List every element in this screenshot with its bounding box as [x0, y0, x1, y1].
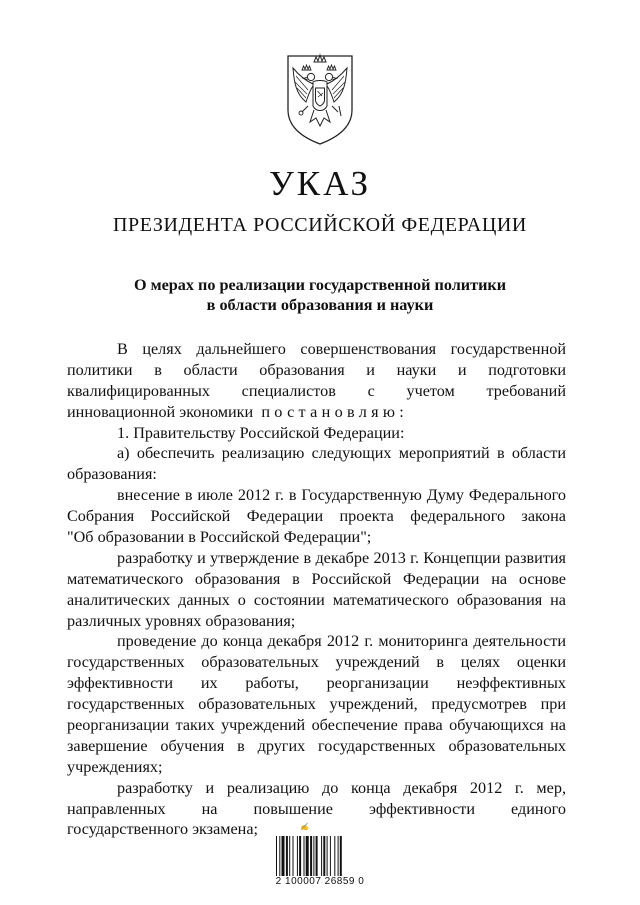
barcode-bar: [306, 836, 309, 876]
barcode-bar: [282, 836, 285, 876]
barcode-bar: [304, 836, 305, 876]
barcode-mark: ✍: [300, 824, 309, 831]
body-line: эффективности их работы, реорганизации неэффективных: [67, 674, 566, 693]
barcode-bar: [279, 836, 280, 876]
body-line: [67, 402, 566, 423]
body-line: разработку и реализацию до конца декабря 2012 г. мер,: [117, 778, 566, 797]
barcode-bar: [340, 836, 342, 876]
body-line: квалифицированных специалистов с учетом требований: [67, 381, 566, 400]
barcode-bar: [293, 836, 294, 876]
body-line: внесение в июле 2012 г. в Государственную Думу Федерального: [117, 486, 566, 505]
barcode-bar: [276, 836, 277, 876]
body-line: направленных на повышение эффективности единого: [67, 799, 566, 818]
body-line: государственных образовательных учреждений, предусмотрев при: [67, 695, 566, 714]
barcode: [276, 836, 366, 876]
heading-line: О мерах по реализации государственной политики: [133, 276, 507, 294]
barcode-bar: [313, 836, 314, 876]
postanovlyayu-word: постановляю:: [261, 402, 409, 421]
body-line: завершение обучения в других государственных образовательных: [67, 736, 566, 755]
barcode-bar: [323, 836, 325, 876]
barcode-bar: [334, 836, 335, 876]
body-line: образования:: [67, 465, 157, 484]
barcode-bar: [316, 836, 318, 876]
body-line: Собрания Российской Федерации проекта федерального закона: [67, 507, 566, 526]
body-line: реорганизации таких учреждений обеспечение права обучающихся на: [67, 716, 566, 735]
body-line: аналитических данных о состоянии математического образования на: [67, 590, 566, 609]
coat-of-arms-icon: [280, 50, 360, 146]
barcode-bar: [330, 836, 331, 876]
barcode-bar: [299, 836, 301, 876]
barcode-bar: [297, 836, 298, 876]
body-line: математического образования в Российской Федерации на основе: [67, 569, 566, 588]
body-line: государственных образовательных учреждений в целях оценки: [67, 653, 566, 672]
body-line: различных уровнях образования;: [67, 611, 296, 630]
decree-body: [67, 339, 566, 840]
body-line: В целях дальнейшего совершенствования государственной: [117, 340, 566, 358]
body-line: проведение до конца декабря 2012 г. мониторинга деятельности: [117, 632, 566, 651]
body-line: политики в области образования и науки и подготовки: [67, 360, 566, 379]
barcode-bar: [338, 836, 339, 876]
barcode-bar: [289, 836, 290, 876]
decree-heading: [0, 275, 640, 315]
barcode-bar: [327, 836, 328, 876]
body-line: а) обеспечить реализацию следующих мероприятий в области: [117, 444, 566, 463]
barcode-number: 2 100007 26859 0: [275, 876, 365, 887]
document-subtitle: ПРЕЗИДЕНТА РОССИЙСКОЙ ФЕДЕРАЦИИ: [113, 214, 527, 236]
body-line: "Об образовании в Российской Федерации";: [67, 528, 372, 547]
barcode-bar: [310, 836, 312, 876]
barcode-bar: [321, 836, 322, 876]
body-line: учреждениях;: [67, 757, 163, 776]
document-title: УКАЗ: [268, 164, 372, 203]
body-line: 1. Правительству Российской Федерации:: [117, 423, 405, 442]
barcode-bar: [286, 836, 288, 876]
body-line: государственного экзамена;: [67, 820, 259, 839]
body-line: разработку и утверждение в декабре 2013 г. Концепции развития: [117, 548, 566, 567]
body-text: инновационной экономики: [67, 402, 254, 421]
heading-line: в области образования и науки: [206, 296, 434, 314]
